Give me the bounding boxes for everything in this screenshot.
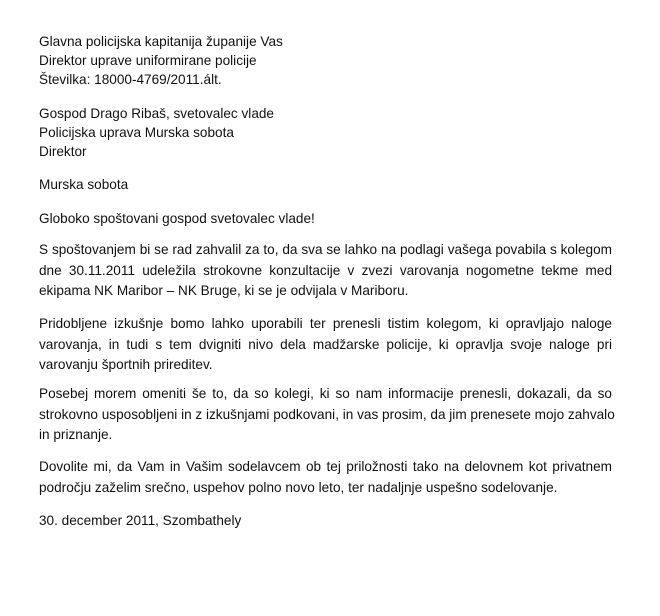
paragraph-line: strokovno usposobljeni in z izkušnjami podkovani, in vas prosim, da jim prenesete mojo zahvalo — [39, 406, 615, 422]
recipient-line-1: Gospod Drago Ribaš, svetovalec vlade — [39, 106, 274, 121]
paragraph-line: S spoštovanjem bi se rad zahvalil za to, da sva se lahko na podlagi vašega povabila s kolegom — [39, 242, 612, 257]
sender-line-2: Direktor uprave uniformirane policije — [39, 53, 257, 68]
recipient-line-2: Policijska uprava Murska sobota — [39, 125, 234, 140]
paragraph-2 — [39, 314, 612, 376]
paragraph-line: in priznanje. — [39, 427, 113, 442]
paragraph-line: varovanju športnih prireditev. — [39, 357, 213, 372]
paragraph-line: dne 30.11.2011 udeležila strokovne konzultacije v zvezi varovanja nogometne tekme med — [39, 262, 612, 278]
salutation: Globoko spoštovani gospod svetovalec vlade! — [39, 211, 315, 226]
paragraph-line: Posebej morem omeniti še to, da so kolegi, ki so nam informacije prenesli, dokazali, da so — [39, 386, 612, 401]
date-line: 30. december 2011, Szombathely — [39, 513, 242, 528]
recipient-line-3: Direktor — [39, 144, 87, 159]
paragraph-line: varovanja, in tudi s tem dvigniti nivo dela madžarske policije, ki opravlja svoje naloge pri — [39, 336, 612, 352]
paragraph-line: Pridobljene izkušnje bomo lahko uporabili ter prenesli tistim kolegom, ki opravljajo naloge — [39, 316, 612, 331]
place-line: Murska sobota — [39, 177, 129, 192]
paragraph-4 — [39, 457, 612, 498]
paragraph-1 — [39, 240, 612, 302]
paragraph-3 — [39, 384, 615, 446]
reference-number: Številka: 18000-4769/2011.ált. — [39, 72, 222, 87]
paragraph-line: ekipama NK Maribor – NK Bruge, ki se je odvijala v Mariboru. — [39, 283, 409, 298]
paragraph-line: Dovolite mi, da Vam in Vašim sodelavcem ob tej priložnosti tako na delovnem kot privatnem — [39, 459, 612, 474]
paragraph-line: področju zaželim srečno, uspehov polno novo leto, ter nadaljnje uspešno sodelovanje. — [39, 479, 558, 495]
sender-line-1: Glavna policijska kapitanija županije Vas — [39, 34, 283, 49]
